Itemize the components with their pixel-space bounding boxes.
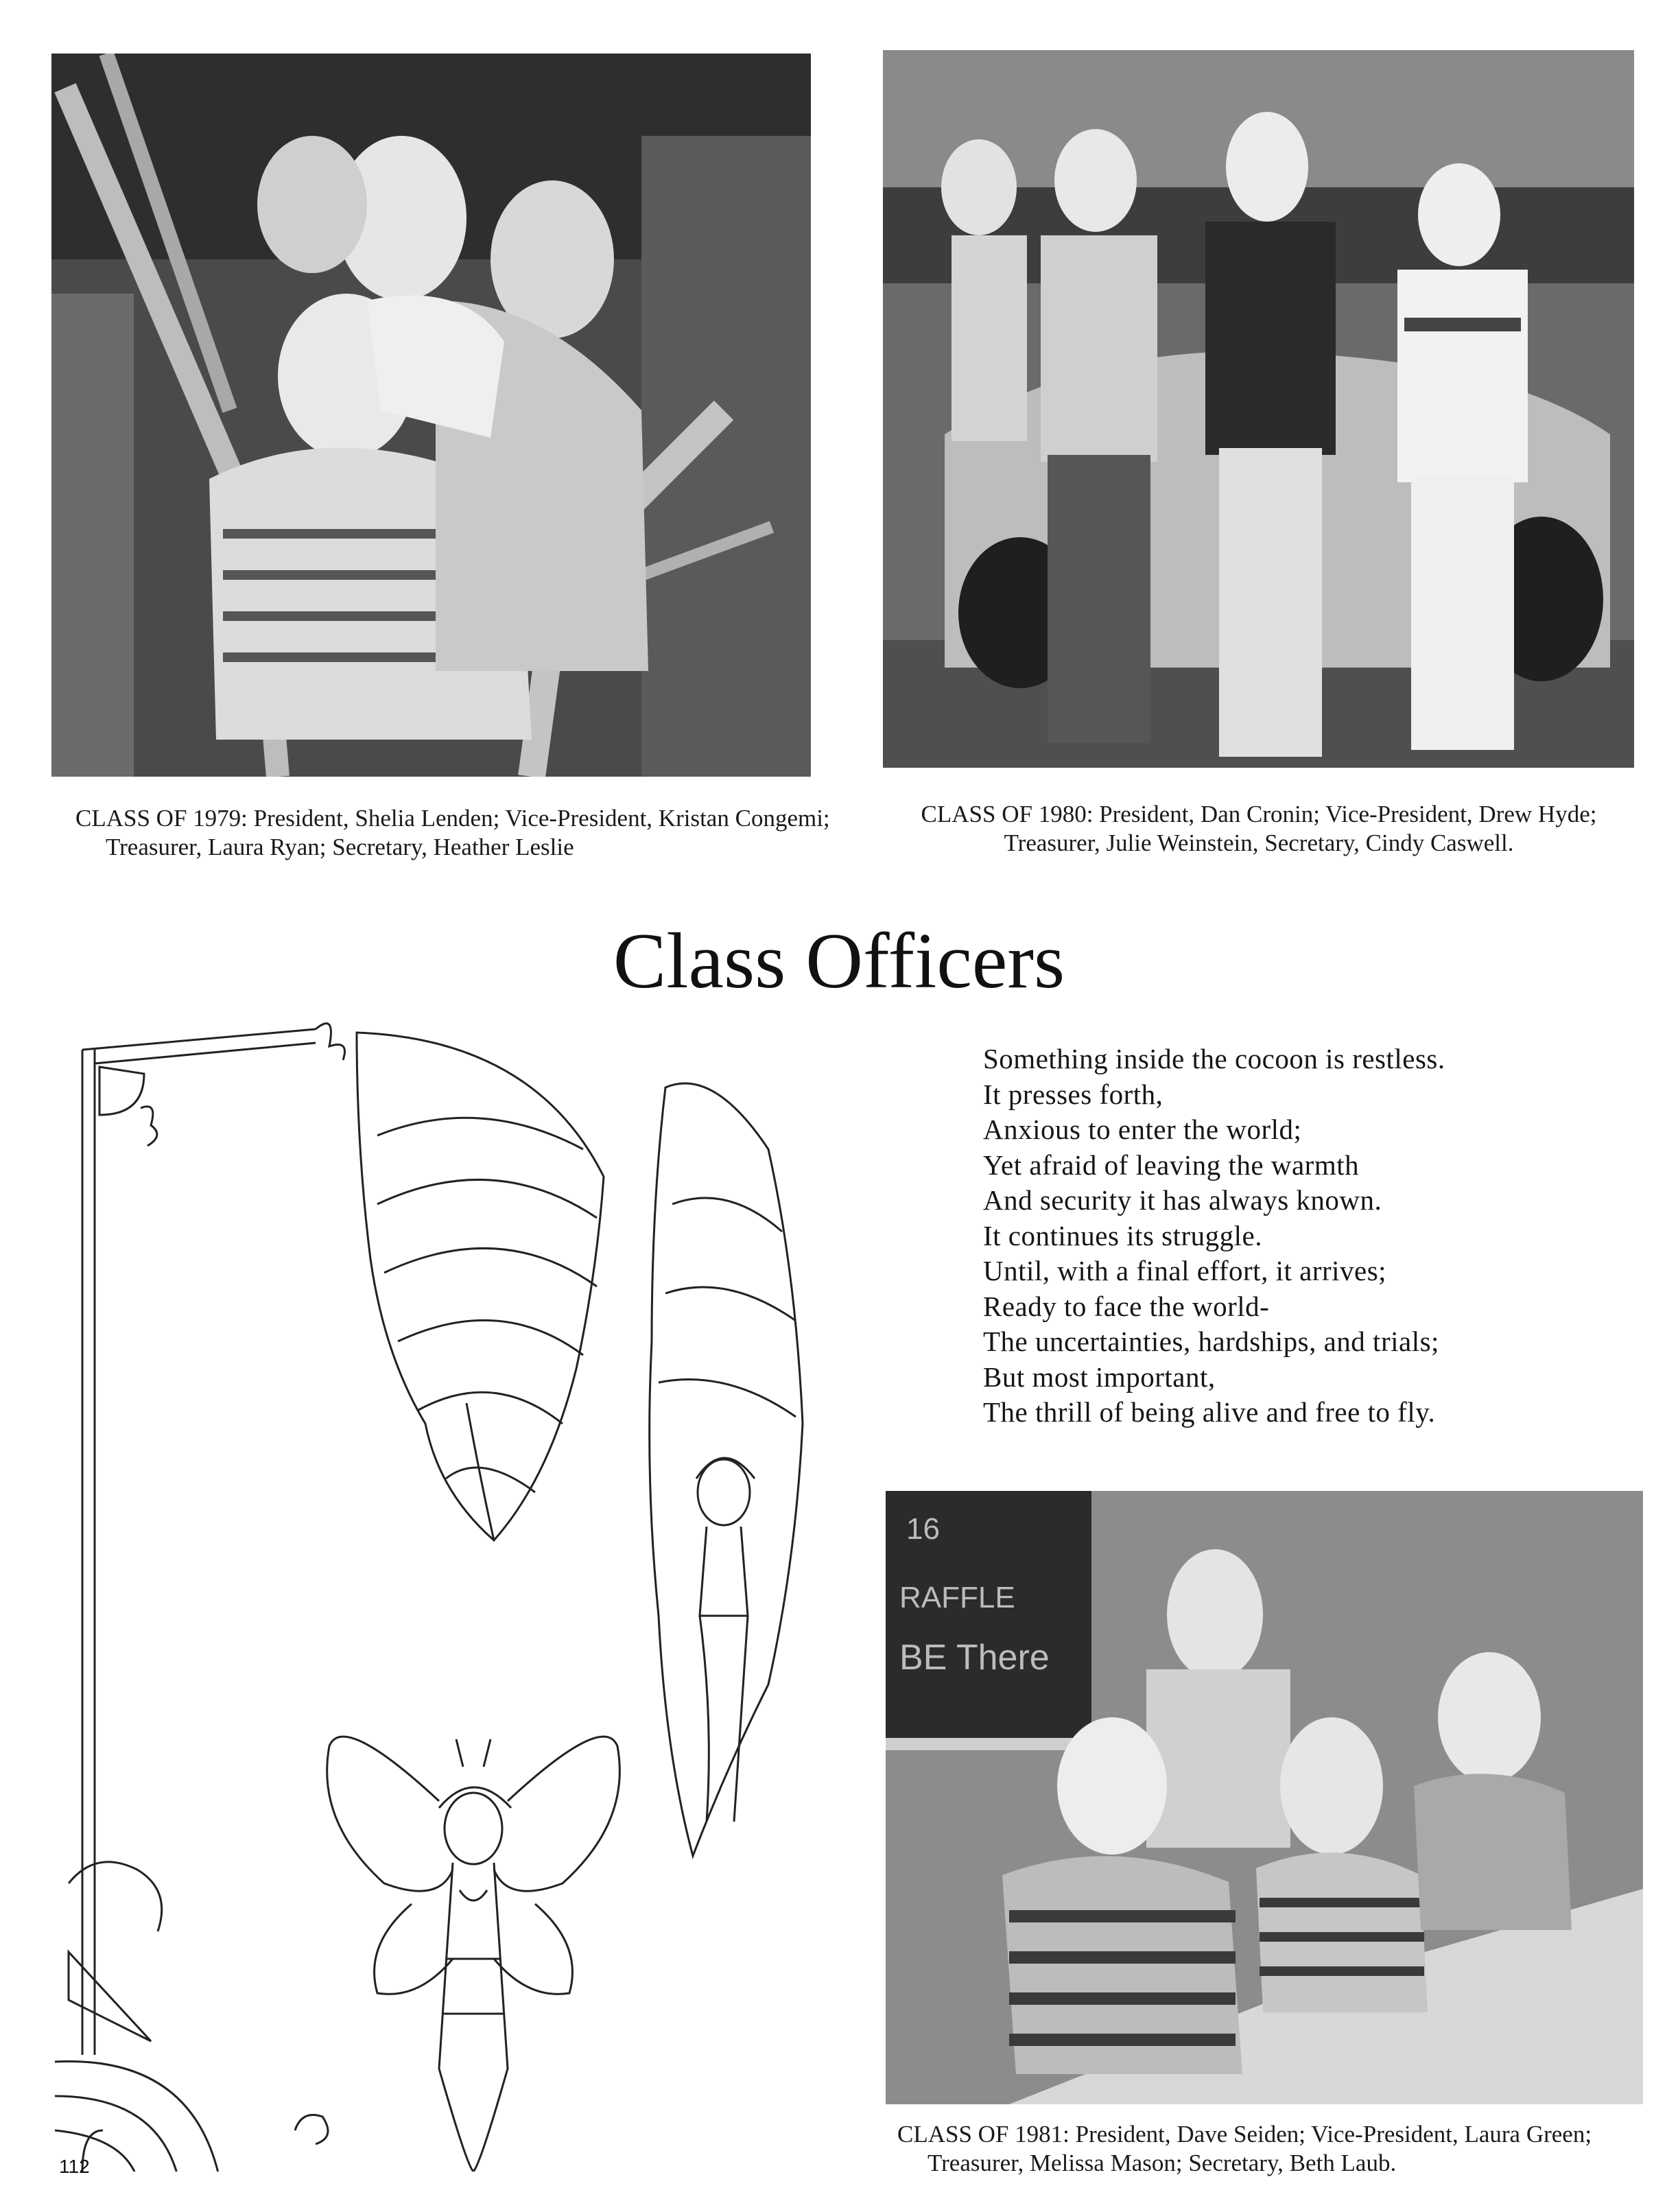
poem-line: The thrill of being alive and free to fly. bbox=[983, 1396, 1436, 1428]
photo-caption-class-1979: CLASS OF 1979: President, Shelia Lenden; Vice-President, Kristan Congemi; Treasurer, Laura Ryan; Secretary, Heather Leslie bbox=[75, 805, 830, 860]
photo-caption-class-1981: CLASS OF 1981: President, Dave Seiden; Vice-President, Laura Green; Treasurer, Melissa Mason; Secretary, Beth Laub. bbox=[897, 2121, 1592, 2176]
photo-class-1979 bbox=[51, 54, 811, 777]
poem-line: But most important, bbox=[983, 1361, 1216, 1393]
photo-class-1980 bbox=[883, 50, 1634, 768]
photo-class-1981 bbox=[886, 1491, 1643, 2104]
page-title: Class Officers bbox=[613, 917, 1065, 1005]
poem bbox=[983, 1042, 1600, 1431]
butterfly-fairy-illustration bbox=[55, 998, 988, 2172]
poem-line: The uncertainties, hardships, and trials; bbox=[983, 1326, 1439, 1357]
poem-line: Anxious to enter the world; bbox=[983, 1114, 1302, 1145]
chalkboard-text: RAFFLE bbox=[899, 1581, 1015, 1614]
page-number: 112 bbox=[59, 2156, 90, 2177]
poem-line: It continues its struggle. bbox=[983, 1219, 1263, 1251]
poem-line: Until, with a final effort, it arrives; bbox=[983, 1255, 1387, 1286]
poem-line: And security it has always known. bbox=[983, 1184, 1382, 1216]
poem-line: Ready to face the world- bbox=[983, 1290, 1270, 1322]
poem-line: It presses forth, bbox=[983, 1078, 1163, 1110]
photo-caption-class-1980: CLASS OF 1980: President, Dan Cronin; Vice-President, Drew Hyde; Treasurer, Julie Weinstein, Secretary, Cindy Caswell. bbox=[921, 801, 1597, 856]
chalkboard-text: BE There bbox=[899, 1638, 1050, 1678]
poem-line: Something inside the cocoon is restless. bbox=[983, 1043, 1445, 1074]
poem-line: Yet afraid of leaving the warmth bbox=[983, 1149, 1360, 1181]
chalkboard-text: 16 bbox=[906, 1512, 940, 1546]
